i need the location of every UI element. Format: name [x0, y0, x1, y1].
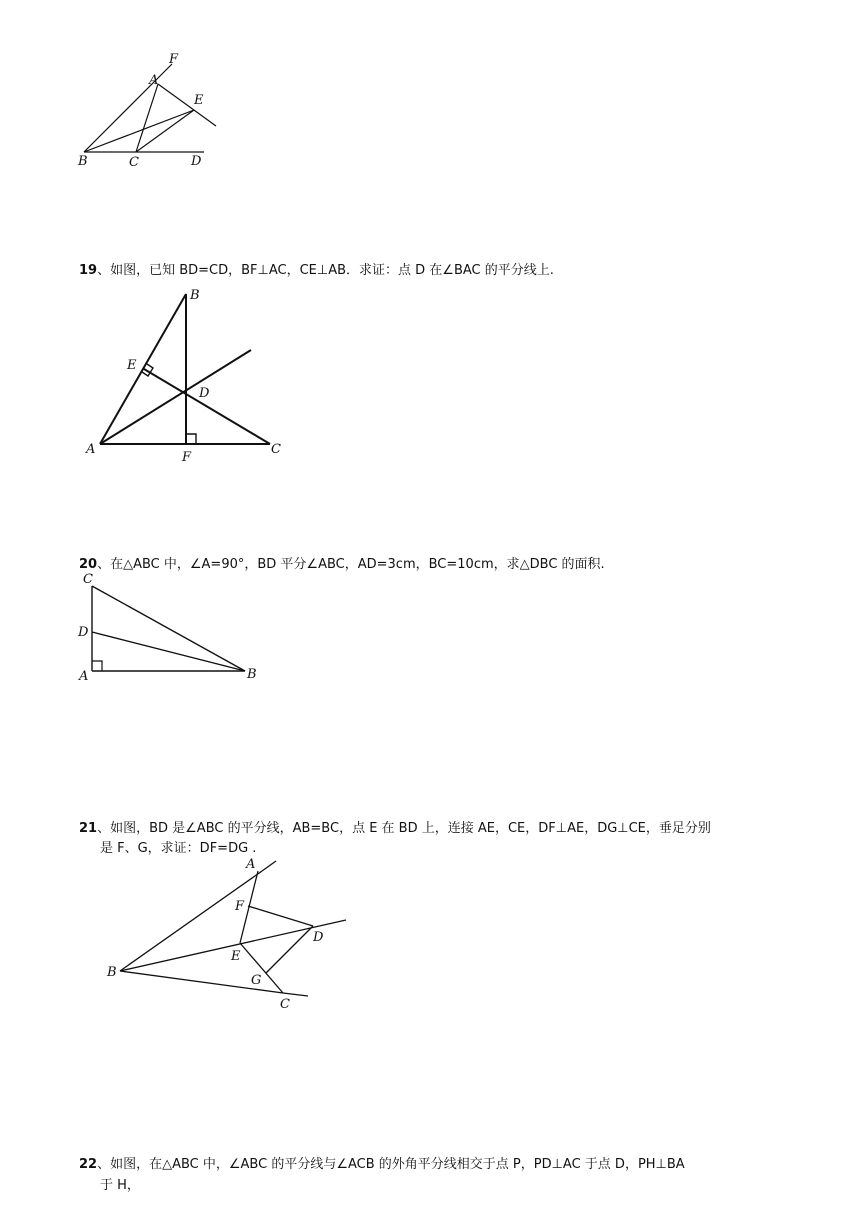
line-ab [100, 294, 186, 444]
right-angle-f [186, 434, 196, 444]
right-angle-a [92, 661, 102, 671]
line-ec [240, 943, 283, 993]
label-D: D [191, 154, 202, 169]
label-D: D [313, 930, 324, 945]
label-B: B [190, 288, 200, 303]
label-A: A [149, 73, 159, 88]
label-E: E [127, 358, 137, 373]
line-cb [92, 586, 245, 671]
line-ce [144, 369, 270, 444]
figure-q21 [100, 853, 360, 1013]
question-text: 、如图，已知 BD=CD，BF⊥AC，CE⊥AB．求证：点 D 在∠BAC 的平分线上. [97, 263, 554, 278]
label-A: A [86, 442, 96, 457]
label-C: C [83, 572, 93, 587]
line-ba [120, 871, 262, 971]
question-text-line2: 于 H， [100, 1178, 140, 1193]
line-ac [136, 84, 158, 152]
label-B: B [78, 154, 88, 169]
question-number: 19 [79, 263, 98, 278]
question-22-line2 [100, 1176, 140, 1196]
figure-q20 [75, 570, 275, 685]
line-df [248, 906, 313, 926]
question-21 [79, 819, 711, 839]
label-B: B [107, 965, 117, 980]
label-D: D [78, 625, 89, 640]
label-A: A [246, 857, 256, 872]
line-db [92, 632, 245, 671]
line-ce [136, 110, 194, 152]
question-number: 21 [79, 821, 98, 836]
line-ba-extended [84, 64, 172, 152]
line-a-e-extended [158, 84, 216, 126]
label-F: F [235, 899, 245, 914]
figure-q18 [70, 50, 230, 175]
figure-q19 [80, 283, 290, 468]
question-22 [79, 1155, 685, 1175]
label-F: F [182, 450, 192, 465]
line-ad-ray [100, 350, 251, 444]
label-A: A [79, 669, 89, 684]
question-text-line1: 、如图，BD 是∠ABC 的平分线，AB=BC，点 E 在 BD 上，连接 AE，CE，DF⊥AE，DG⊥CE，垂足分别 [97, 821, 711, 836]
question-number: 20 [79, 557, 98, 572]
label-B: B [247, 667, 257, 682]
line-a-ext [262, 861, 276, 871]
label-C: C [271, 442, 281, 457]
line-be [84, 110, 194, 152]
question-19 [79, 261, 554, 281]
question-text: 、在△ABC 中，∠A=90°，BD 平分∠ABC，AD=3cm，BC=10cm，求△DBC 的面积. [97, 557, 605, 572]
label-D: D [199, 386, 210, 401]
question-text-line2: 是 F、G，求证：DF=DG . [100, 841, 257, 856]
label-C: C [129, 155, 139, 170]
label-E: E [231, 949, 241, 964]
label-E: E [194, 93, 204, 108]
line-c-ext [283, 993, 308, 996]
question-text-line1: 、如图，在△ABC 中，∠ABC 的平分线与∠ACB 的外角平分线相交于点 P，PD⊥AC 于点 D，PH⊥BA [97, 1157, 685, 1172]
label-G: G [251, 973, 262, 988]
question-number: 22 [79, 1157, 98, 1172]
label-F: F [169, 52, 179, 67]
label-C: C [280, 997, 290, 1012]
